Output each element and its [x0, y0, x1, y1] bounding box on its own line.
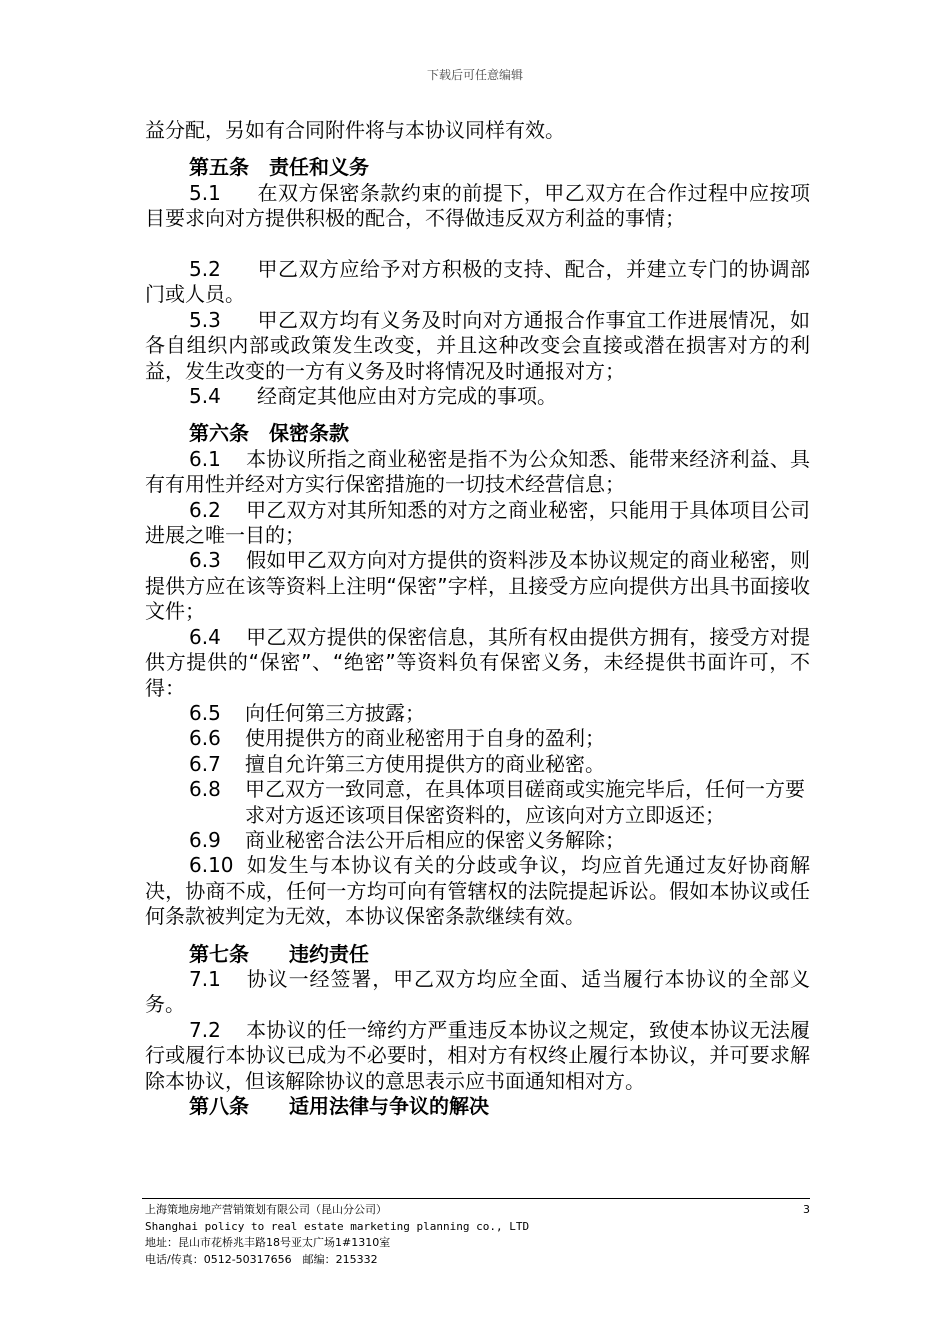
clause-text: 协议一经签署，甲乙双方均应全面、适当履行本协议的全部义务。	[145, 966, 810, 1017]
clause-7-2	[145, 1018, 810, 1094]
clause-6-2	[145, 498, 810, 549]
clause-text: 甲乙双方对其所知悉的对方之商业秘密，只能用于具体项目公司进展之唯一目的；	[145, 497, 810, 548]
article-8-title: 第八条 适用法律与争议的解决	[189, 1094, 489, 1119]
clause-6-4	[145, 625, 810, 701]
clause-5-3	[145, 308, 810, 384]
clause-text: 甲乙双方一致同意，在具体项目磋商或实施完毕后，任何一方要求对方返还该项目保密资料的，应该向对方立即返还；	[245, 777, 805, 827]
clause-6-9	[145, 828, 810, 853]
clause-number: 6.6	[189, 726, 221, 751]
clause-text: 甲乙双方均有义务及时向对方通报合作事宜工作进展情况，如各自组织内部或政策发生改变，并且这种改变会直接或潜在损害对方的利益，发生改变的一方有义务及时将情况及时通报对方；	[145, 307, 810, 383]
clause-number: 5.4	[189, 384, 221, 409]
footer-company-en: Shanghai policy to real estate marketing planning co., LTD	[145, 1219, 530, 1233]
clause-number: 6.1	[189, 446, 221, 471]
article-6-title: 第六条 保密条款	[189, 421, 349, 446]
intro-line: 益分配，另如有合同附件将与本协议同样有效。	[145, 118, 565, 142]
clause-number: 6.8	[189, 777, 221, 802]
clause-5-4	[145, 384, 810, 409]
clause-text: 向任何第三方披露；	[245, 700, 425, 725]
clause-6-1	[145, 447, 810, 498]
clause-number: 5.3	[189, 307, 221, 332]
clause-text: 本协议的任一缔约方严重违反本协议之规定，致使本协议无法履行或履行本协议已成为不必要时，相对方有权终止履行本协议，并可要求解除本协议，但该解除协议的意思表示应书面通知相对方。	[145, 1017, 810, 1093]
clause-number: 6.9	[189, 827, 221, 852]
footer-contact: 电话/传真：0512-50317656 邮编：215332	[145, 1252, 378, 1266]
article-5-title: 第五条 责任和义务	[189, 155, 369, 180]
footer-company-cn: 上海策地房地产营销策划有限公司（昆山分公司）	[145, 1203, 387, 1216]
clause-number: 6.2	[189, 497, 221, 522]
clause-text: 在双方保密条款约束的前提下，甲乙双方在合作过程中应按项目要求向对方提供积极的配合，不得做违反双方利益的事情；	[145, 180, 810, 231]
clause-text: 使用提供方的商业秘密用于自身的盈利；	[245, 726, 605, 751]
clause-text: 如发生与本协议有关的分歧或争议，均应首先通过友好协商解决，协商不成，任何一方均可向有管辖权的法院提起诉讼。假如本协议或任何条款被判定为无效，本协议保密条款继续有效。	[145, 853, 810, 929]
clause-5-1	[145, 181, 810, 232]
clause-6-7	[145, 752, 810, 777]
clause-number: 6.10	[189, 853, 234, 878]
clause-6-5	[145, 701, 810, 726]
clause-number: 6.7	[189, 751, 221, 776]
clause-text: 假如甲乙双方向对方提供的资料涉及本协议规定的商业秘密，则提供方应在该等资料上注明“保密”字样，且接受方应向提供方出具书面接收文件；	[145, 548, 810, 624]
clause-number: 6.4	[189, 624, 221, 649]
clause-number: 5.1	[189, 180, 221, 205]
footer-divider	[142, 1198, 810, 1199]
clause-6-6	[145, 726, 810, 751]
clause-number: 6.3	[189, 548, 221, 573]
clause-number: 7.1	[189, 966, 221, 991]
article-7-title: 第七条 违约责任	[189, 941, 369, 966]
clause-number: 6.5	[189, 700, 221, 725]
page-footer	[145, 1202, 810, 1268]
footer-address: 地址：昆山市花桥兆丰路18号亚太广场1#1310室	[145, 1236, 391, 1249]
header-note: 下载后可任意编辑	[426, 68, 523, 82]
clause-6-10	[145, 853, 810, 929]
clause-6-3	[145, 548, 810, 624]
clause-6-8	[145, 777, 810, 828]
clause-text: 本协议所指之商业秘密是指不为公众知悉、能带来经济利益、具有有用性并经对方实行保密措施的一切技术经营信息；	[145, 446, 810, 497]
clause-7-1	[145, 967, 810, 1018]
clause-text: 甲乙双方应给予对方积极的支持、配合，并建立专门的协调部门或人员。	[145, 257, 810, 307]
clause-text: 商业秘密合法公开后相应的保密义务解除；	[245, 827, 625, 852]
page-number: 3	[803, 1203, 810, 1216]
clause-number: 5.2	[189, 257, 221, 282]
clause-text: 甲乙双方提供的保密信息，其所有权由提供方拥有，接受方对提供方提供的“保密”、“绝密”等资料负有保密义务，未经提供书面许可，不得：	[145, 624, 810, 700]
document-body	[145, 118, 810, 1119]
clause-text: 擅自允许第三方使用提供方的商业秘密。	[245, 751, 605, 776]
clause-5-2	[145, 257, 810, 308]
clause-text: 经商定其他应由对方完成的事项。	[257, 384, 557, 409]
clause-number: 7.2	[189, 1017, 221, 1042]
